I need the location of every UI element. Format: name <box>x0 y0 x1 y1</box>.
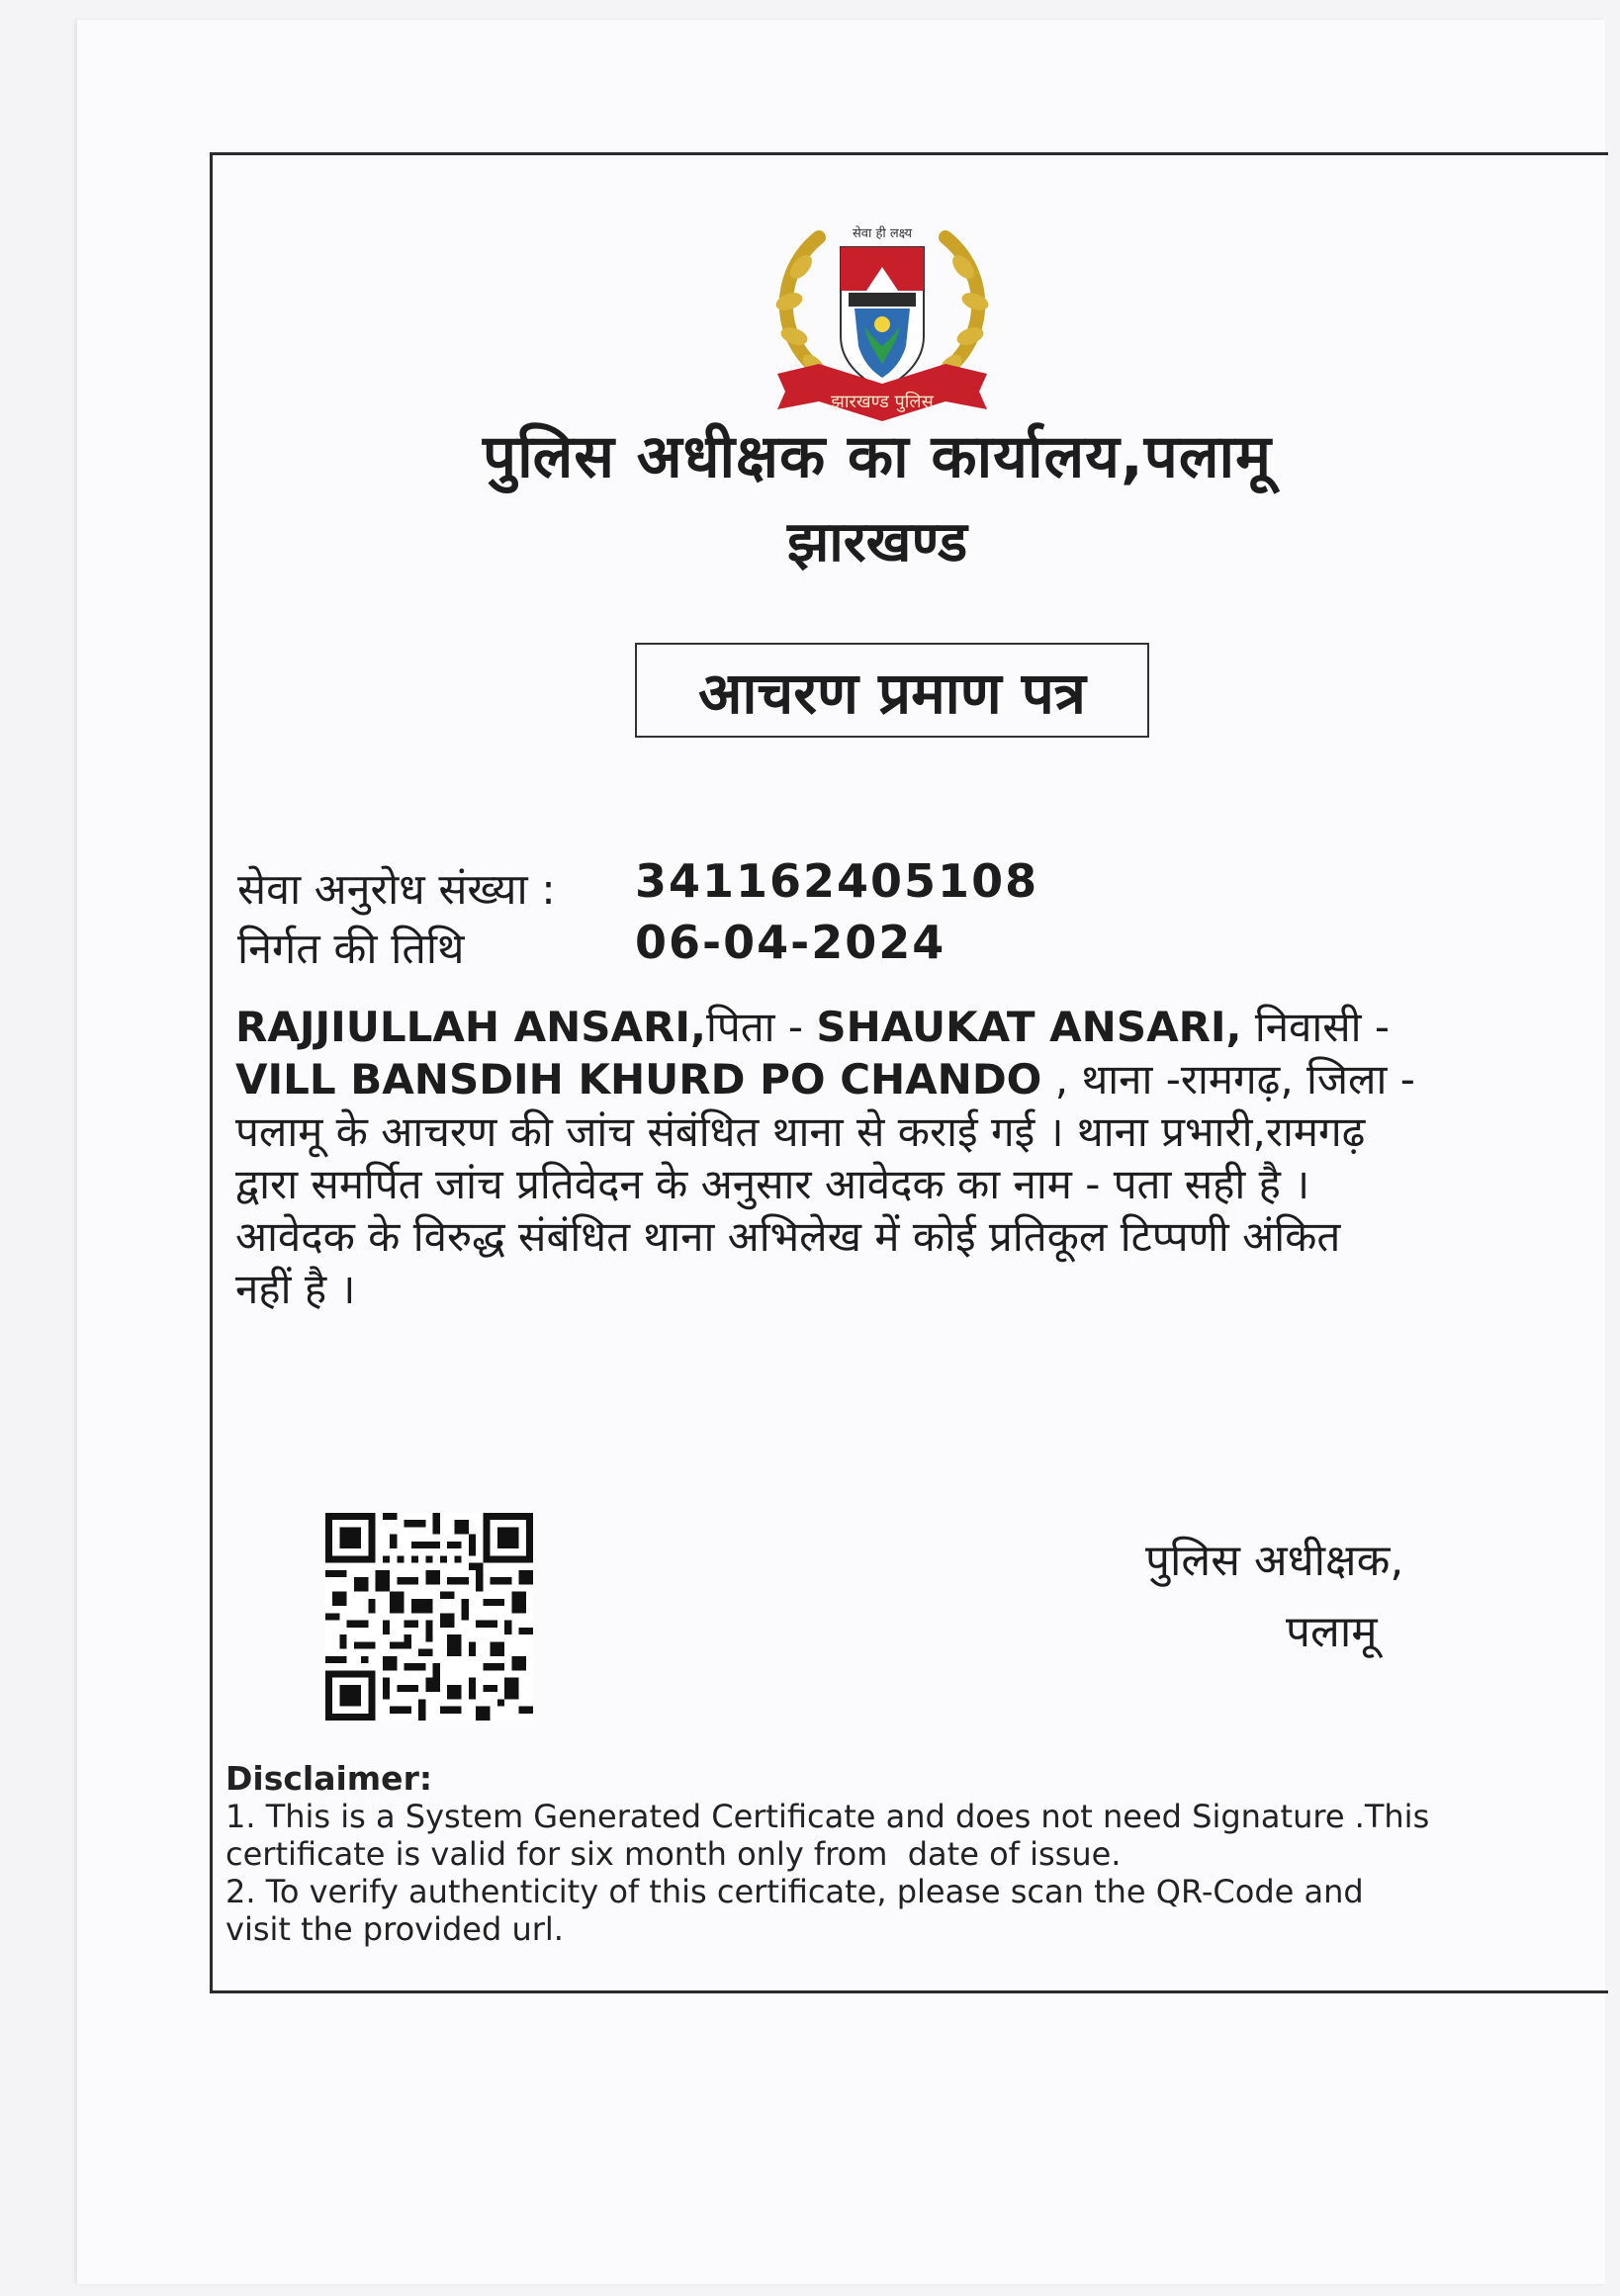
father-name: SHAUKAT ANSARI, <box>816 1003 1242 1051</box>
thana-district-text: , थाना -रामगढ़, जिला - <box>1041 1055 1415 1104</box>
body-line-5: आवेदक के विरुद्ध संबंधित थाना अभिलेख में कोई प्रतिकूल टिप्पणी अंकित <box>235 1212 1341 1261</box>
disclaimer-line-1: 1. This is a System Generated Certificate and does not need Signature .This <box>225 1798 1430 1835</box>
disclaimer-title: Disclaimer: <box>225 1759 433 1798</box>
father-label: पिता - <box>705 1003 817 1051</box>
applicant-name: RAJJIULLAH ANSARI, <box>235 1003 706 1051</box>
issue-date-value: 06-04-2024 <box>635 916 946 969</box>
office-state: झारखण्ड <box>786 510 968 574</box>
certificate-body <box>235 1001 1610 1315</box>
body-line-6: नहीं है । <box>235 1265 356 1313</box>
body-line-3: पलामू के आचरण की जांच संबंधित थाना से कराई गई । थाना प्रभारी,रामगढ़ <box>235 1107 1366 1156</box>
emblem-motto-text: सेवा ही लक्ष्य <box>852 226 913 241</box>
body-line-1 <box>235 1001 1610 1053</box>
disclaimer-line-4: visit the provided url. <box>225 1910 564 1948</box>
certificate-title: आचरण प्रमाण पत्र <box>635 643 1149 738</box>
signatory-place: पलामू <box>1286 1607 1378 1657</box>
jharkhand-police-emblem <box>750 198 1015 435</box>
issue-date-label: निर्गत की तिथि <box>237 925 465 974</box>
body-line-2 <box>235 1053 1610 1105</box>
verification-qr-code[interactable] <box>324 1513 534 1721</box>
emblem-ribbon-text: झारखण्ड पुलिस <box>831 392 934 412</box>
office-title: पुलिस अधीक्षक का कार्यालय,पलामू <box>483 422 1272 491</box>
request-number-value: 341162405108 <box>635 854 1039 908</box>
disclaimer-line-3: 2. To verify authenticity of this certificate, please scan the QR-Code and <box>225 1873 1364 1910</box>
resident-label: निवासी - <box>1241 1003 1391 1051</box>
applicant-address: VILL BANSDIH KHURD PO CHANDO <box>235 1055 1042 1104</box>
signatory-designation: पुलिस अधीक्षक, <box>1145 1536 1404 1586</box>
request-number-label: सेवा अनुरोध संख्या : <box>237 865 556 915</box>
body-line-4: द्वारा समर्पित जांच प्रतिवेदन के अनुसार आवेदक का नाम - पता सही है । <box>235 1160 1310 1208</box>
disclaimer-line-2: certificate is valid for six month only from date of issue. <box>225 1835 1122 1873</box>
disclaimer-section <box>225 1760 1590 1948</box>
